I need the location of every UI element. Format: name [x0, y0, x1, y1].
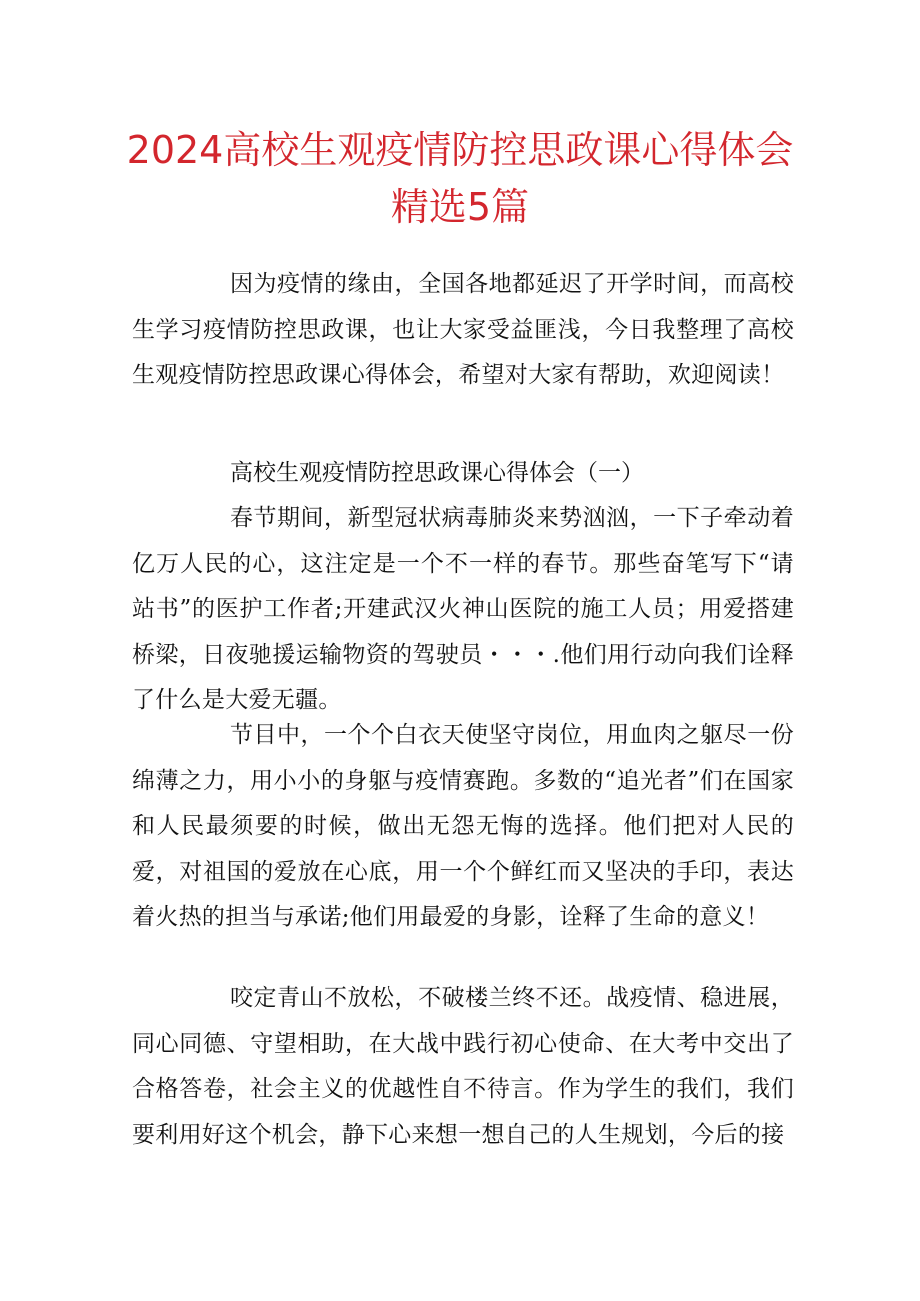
- intro-paragraph: 因为疫情的缘由，全国各地都延迟了开学时间，而高校生学习疫情防控思政课，也让大家受益匪浅，今日我整理了高校生观疫情防控思政课心得体会，希望对大家有帮助，欢迎阅读！: [132, 271, 794, 388]
- document-title-line-2: 精选5篇: [390, 185, 530, 229]
- body-paragraph-3: 咬定青山不放松，不破楼兰终不还。战疫情、稳进展，同心同德、守望相助，在大战中践行初心使命、在大考中交出了合格答卷，社会主义的优越性自不待言。作为学生的我们，我们要利用好这个机会，静下心来想一想自己的人生规划，今后的接: [132, 985, 794, 1148]
- document-title-line-1: 2024高校生观疫情防控思政课心得体会: [126, 128, 794, 172]
- section-heading: 高校生观疫情防控思政课心得体会（一）: [230, 460, 644, 486]
- body-paragraph-1: 春节期间，新型冠状病毒肺炎来势汹汹，一下子牵动着亿万人民的心，这注定是一个不一样的春节。那些奋笔写下“请站书”的医护工作者;开建武汉火神山医院的施工人员；用爱搭建桥梁，日夜驰援运输物资的驾驶员・・・.他们用行动向我们诠释了什么是大爱无疆。: [132, 505, 794, 713]
- body-paragraph-2: 节目中，一个个白衣天使坚守岗位，用血肉之躯尽一份绵薄之力，用小小的身躯与疫情赛跑。多数的“追光者”们在国家和人民最须要的时候，做出无怨无悔的选择。他们把对人民的爱，对祖国的爱放在心底，用一个个鲜红而又坚决的手印，表达着火热的担当与承诺;他们用最爱的身影，诠释了生命的意义！: [132, 722, 794, 930]
